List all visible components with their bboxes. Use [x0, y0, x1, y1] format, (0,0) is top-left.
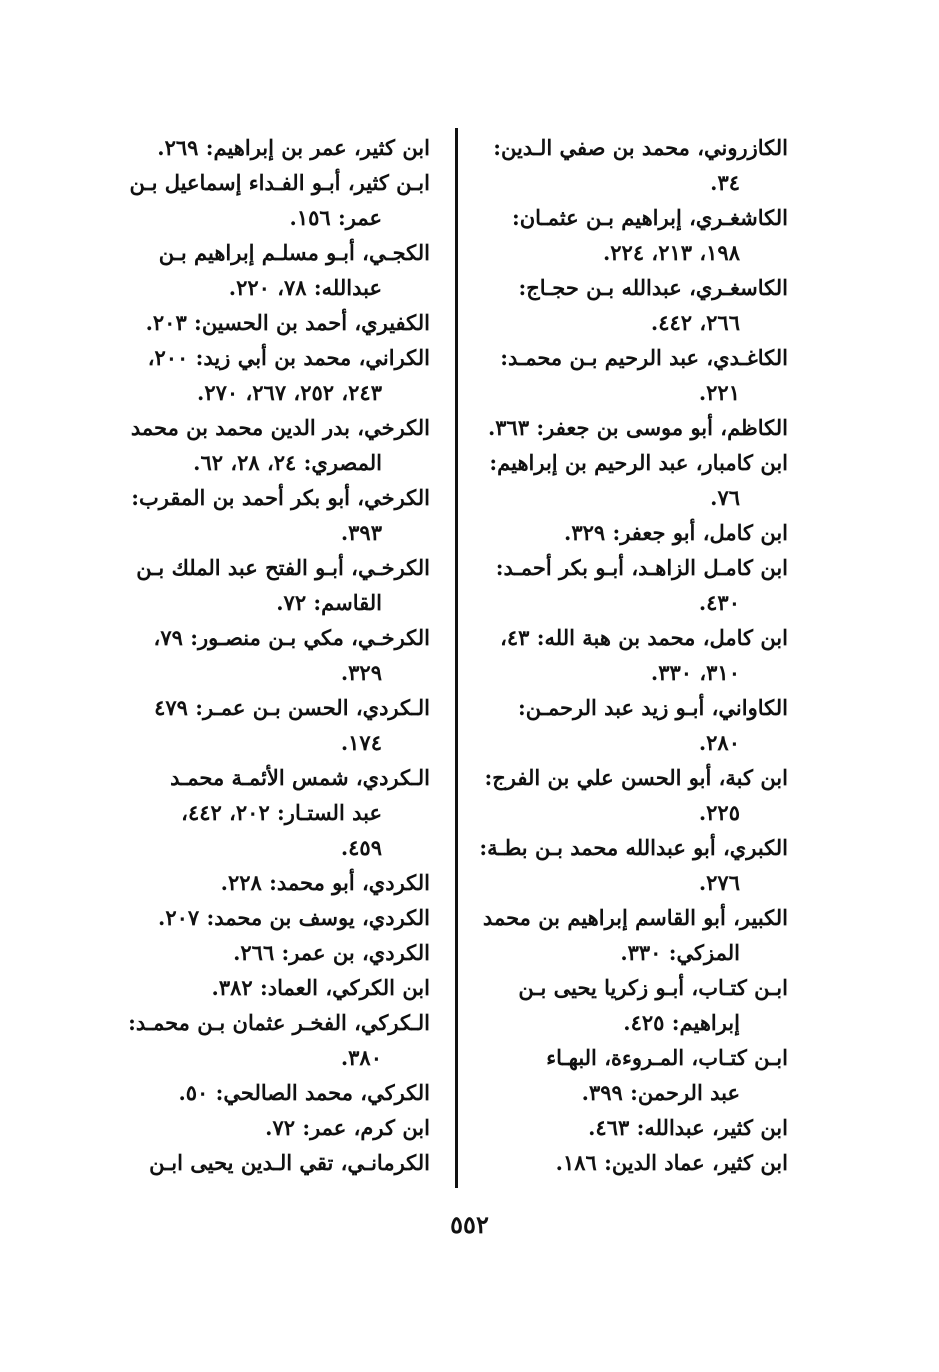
index-entry	[110, 970, 430, 1005]
index-entry	[110, 865, 430, 900]
index-entry	[468, 1040, 788, 1110]
index-entry	[110, 340, 430, 410]
index-entry	[110, 550, 430, 620]
entry-heading: الكاظم، أبو موسى بن جعفر: ٣٦٣.	[487, 415, 788, 440]
index-entry	[110, 1005, 430, 1075]
entry-heading: الكرخي، بدر الدين محمد بن محمد	[130, 415, 430, 440]
entry-continuation: عمر: ١٥٦.	[289, 205, 382, 230]
entry-continuation: ٣٢٩.	[340, 660, 382, 685]
entry-heading: الكراني، محمد بن أبي زيد: ٢٠٠،	[147, 345, 430, 370]
index-entry	[110, 165, 430, 235]
column-divider	[455, 128, 458, 1188]
index-entry	[468, 340, 788, 410]
entry-heading: الكرخي، أبو بكر أحمد بن المقرب:	[131, 485, 430, 510]
entry-heading: الكردي، بن عمر: ٢٦٦.	[233, 940, 430, 965]
index-entry	[110, 130, 430, 165]
index-entry	[110, 1110, 430, 1145]
entry-continuation: ٢٤٣، ٢٥٢، ٢٦٧، ٢٧٠.	[197, 380, 382, 405]
entry-heading: ابن كثير، عماد الدين: ١٨٦.	[555, 1150, 788, 1175]
entry-heading: الكازروني، محمد بن صفي الـدين:	[493, 135, 788, 160]
index-entry	[110, 1145, 430, 1180]
entry-heading: الـكردي، شمس الأئمـة محمـد	[170, 765, 430, 790]
entry-continuation: ٢٨٠.	[698, 730, 740, 755]
index-entry	[110, 235, 430, 305]
index-entry	[110, 410, 430, 480]
entry-heading: ابن كامبار، عبد الرحيم بن إبراهيم:	[489, 450, 788, 475]
entry-continuation: ٢٦٦، ٤٤٢.	[650, 310, 740, 335]
index-entry	[468, 550, 788, 620]
index-column-left	[110, 130, 430, 1180]
entry-heading: الكاشغـري، إبراهيم بـن عثمـان:	[511, 205, 788, 230]
entry-heading: الكرخـي، أبـو الفتح عبد الملك بـن	[136, 555, 430, 580]
index-entry	[468, 620, 788, 690]
entry-continuation: ٢٢٥.	[698, 800, 740, 825]
index-entry	[468, 130, 788, 200]
entry-continuation: عبد الستـار: ٢٠٢، ٤٤٢،	[181, 800, 382, 825]
page-number: ٥٥٢	[450, 1210, 489, 1239]
index-entry	[468, 900, 788, 970]
index-entry	[468, 1145, 788, 1180]
index-entry	[468, 970, 788, 1040]
entry-heading: الكفيري، أحمد بن الحسين: ٢٠٣.	[145, 310, 430, 335]
index-entry	[110, 480, 430, 550]
entry-heading: الكركي، محمد الصالحي: ٥٠.	[178, 1080, 430, 1105]
index-column-right	[468, 130, 788, 1180]
index-entry	[110, 760, 430, 865]
entry-heading: ابن كامل، أبو جعفر: ٣٢٩.	[564, 520, 788, 545]
index-entry	[468, 410, 788, 445]
entry-heading: الكجـي، أبـو مسلـم إبراهيم بـن	[158, 240, 430, 265]
entry-continuation: ٢٧٦.	[698, 870, 740, 895]
entry-continuation: ١٩٨، ٢١٣، ٢٢٤.	[602, 240, 740, 265]
entry-continuation: ٣٨٠.	[340, 1045, 382, 1070]
entry-heading: ابن كبة، أبو الحسن علي بن الفرج:	[484, 765, 788, 790]
entry-heading: الكاواني، أبـو زيد عبد الرحمـن:	[518, 695, 788, 720]
index-entry	[468, 1110, 788, 1145]
entry-heading: ابن كرم، عمر: ٧٢.	[265, 1115, 430, 1140]
entry-heading: الـكردي، الحسن بـن عمـر: ٤٧٩	[154, 695, 430, 720]
entry-heading: الكرمانـي، تقي الـدين يحيى ابـن	[149, 1150, 430, 1175]
index-entry	[110, 690, 430, 760]
entry-heading: ابن كامل، محمد بن هبة الله: ٤٣،	[500, 625, 788, 650]
entry-heading: الكبري، أبو عبدالله محمد بـن بطـة:	[479, 835, 788, 860]
entry-heading: الكرخـي، مكي بـن منصـور: ٧٩،	[153, 625, 430, 650]
entry-heading: ابـن كتـاب، المـروءة، البهـاء	[546, 1045, 788, 1070]
entry-heading: الكاسغـري، عبدالله بـن حجـاج:	[518, 275, 788, 300]
entry-continuation: عبد الرحمن: ٣٩٩.	[581, 1080, 740, 1105]
index-entry	[468, 760, 788, 830]
entry-continuation: ٣٤.	[710, 170, 740, 195]
entry-continuation: المصري: ٢٤، ٢٨، ٦٢.	[193, 450, 382, 475]
entry-continuation: ٢٢١.	[698, 380, 740, 405]
index-entry	[468, 690, 788, 760]
index-entry	[468, 270, 788, 340]
entry-continuation: ٤٥٩.	[340, 835, 382, 860]
index-entry	[110, 900, 430, 935]
entry-heading: ابن كامـل الزاهـد، أبـو بكر أحمـد:	[495, 555, 788, 580]
index-entry	[468, 445, 788, 515]
entry-continuation: ١٧٤.	[340, 730, 382, 755]
index-entry	[110, 620, 430, 690]
entry-heading: الـكركي، الفخـر عثمان بـن محمـد:	[128, 1010, 430, 1035]
index-entry	[110, 935, 430, 970]
index-entry	[468, 200, 788, 270]
index-entry	[110, 1075, 430, 1110]
index-entry	[468, 515, 788, 550]
entry-heading: الكردي، أبو محمد: ٢٢٨.	[220, 870, 430, 895]
entry-heading: ابـن كثير، أبـو الفـداء إسماعيل بـن	[129, 170, 430, 195]
entry-heading: الكبير، أبو القاسم إبراهيم بن محمد	[482, 905, 788, 930]
entry-continuation: ٧٦.	[710, 485, 740, 510]
entry-continuation: المزكي: ٣٣٠.	[620, 940, 740, 965]
entry-continuation: عبدالله: ٧٨، ٢٢٠.	[228, 275, 382, 300]
entry-continuation: ٤٣٠.	[698, 590, 740, 615]
entry-heading: الكردي، يوسف بن محمد: ٢٠٧.	[158, 905, 430, 930]
entry-heading: ابن كثير، عمر بن إبراهيم: ٢٦٩.	[157, 135, 430, 160]
entry-continuation: إبراهيم: ٤٢٥.	[623, 1010, 740, 1035]
entry-heading: الكاغـدي، عبد الرحيم بـن محمـد:	[500, 345, 788, 370]
entry-heading: ابن الكركي، العماد: ٣٨٢.	[211, 975, 430, 1000]
entry-continuation: القاسم: ٧٢.	[276, 590, 382, 615]
entry-continuation: ٣١٠، ٣٣٠.	[650, 660, 740, 685]
entry-continuation: ٣٩٣.	[340, 520, 382, 545]
entry-heading: ابـن كتـاب، أبـو زكريا يحيى بـن	[518, 975, 788, 1000]
entry-heading: ابن كثير، عبدالله: ٤٦٣.	[588, 1115, 788, 1140]
index-entry	[468, 830, 788, 900]
index-entry	[110, 305, 430, 340]
